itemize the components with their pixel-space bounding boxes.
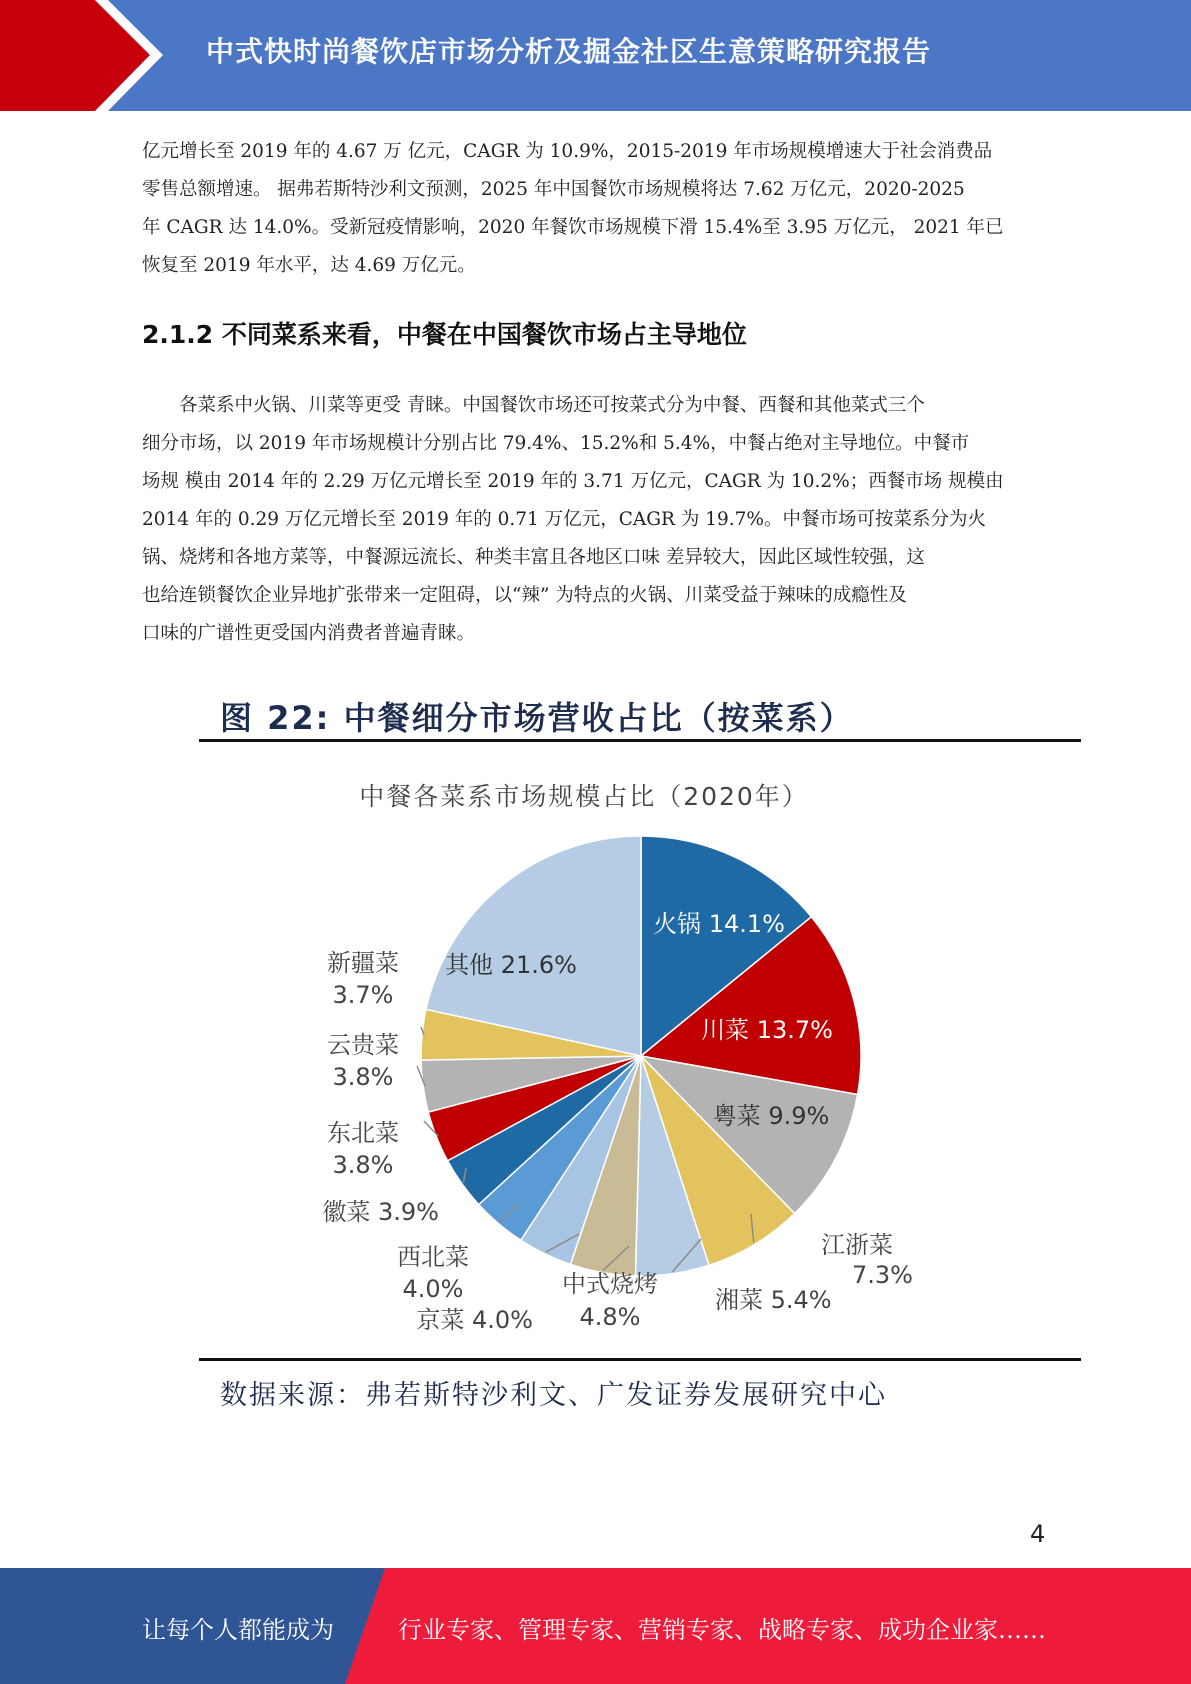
- pie-label-value-云贵菜: 3.8%: [332, 1063, 394, 1091]
- footer-roles: 行业专家、管理专家、营销专家、战略专家、成功企业家……: [398, 1616, 1046, 1644]
- pie-label-value-新疆菜: 3.7%: [332, 981, 394, 1009]
- pie-label-湘菜: 湘菜 5.4%: [715, 1286, 832, 1314]
- paragraph-line: 零售总额增速。 据弗若斯特沙利文预测，2025 年中国餐饮市场规模将达 7.62 万亿元，2020-2025: [142, 179, 965, 200]
- pie-label-value-西北菜: 4.0%: [402, 1275, 464, 1303]
- figure-source-note: 数据来源：弗若斯特沙利文、广发证券发展研究中心: [220, 1380, 887, 1411]
- paragraph-line: 2014 年的 0.29 万亿元增长至 2019 年的 0.71 万亿元，CAGR 为 19.7%。中餐市场可按菜系分为火: [142, 509, 986, 530]
- paragraph-line: 恢复至 2019 年水平，达 4.69 万亿元。: [142, 255, 476, 276]
- pie-label-value-中式烧烤: 4.8%: [579, 1303, 641, 1331]
- paragraph-line: 锅、烧烤和各地方菜等，中餐源远流长、种类丰富且各地区口味 差异较大，因此区域性较强，这: [142, 547, 925, 568]
- pie-label-火锅: 火锅 14.1%: [653, 910, 785, 938]
- pie-label-name-中式烧烤: 中式烧烤: [562, 1270, 658, 1298]
- paragraph-line: 也给连锁餐饮企业异地扩张带来一定阻碍，以“辣” 为特点的火锅、川菜受益于辣味的成瘾性及: [142, 585, 907, 606]
- figure-title: 图 22: 中餐细分市场营收占比（按菜系）: [220, 699, 854, 737]
- paragraph-line: 场规 模由 2014 年的 2.29 万亿元增长至 2019 年的 3.71 万亿元，CAGR 为 10.2%；西餐市场 规模由: [142, 471, 1004, 492]
- pie-label-name-东北菜: 东北菜: [327, 1119, 399, 1147]
- header-title: 中式快时尚餐饮店市场分析及掘金社区生意策略研究报告: [206, 35, 932, 68]
- pie-label-粤菜: 粤菜 9.9%: [712, 1102, 830, 1130]
- pie-label-京菜: 京菜 4.0%: [416, 1306, 533, 1334]
- pie-label-value-东北菜: 3.8%: [332, 1151, 394, 1179]
- pie-label-徽菜: 徽菜 3.9%: [322, 1198, 439, 1226]
- section-heading: 2.1.2 不同菜系来看，中餐在中国餐饮市场占主导地位: [142, 320, 747, 349]
- pie-label-name-西北菜: 西北菜: [397, 1243, 469, 1271]
- pie-label-name-江浙菜: 江浙菜: [821, 1231, 893, 1259]
- pie-label-川菜: 川菜 13.7%: [701, 1016, 833, 1044]
- figure-bottom-rule: [199, 1358, 1081, 1361]
- page-footer: [0, 1568, 1191, 1684]
- figure-top-rule: [199, 739, 1081, 742]
- paragraph-line: 口味的广谱性更受国内消费者普遍青睐。: [142, 623, 476, 644]
- paragraph-line: 细分市场，以 2019 年市场规模计分别占比 79.4%、15.2%和 5.4%，中餐占绝对主导地位。中餐市: [142, 433, 970, 454]
- paragraph-line: 年 CAGR 达 14.0%。受新冠疫情影响，2020 年餐饮市场规模下滑 15.4%至 3.95 万亿元， 2021 年已: [142, 217, 1004, 238]
- pie-label-name-云贵菜: 云贵菜: [327, 1031, 399, 1059]
- body-paragraph-1: [142, 133, 1052, 285]
- pie-label-name-新疆菜: 新疆菜: [327, 949, 399, 977]
- body-paragraph-2: [142, 387, 1052, 653]
- page-number: 4: [1030, 1520, 1046, 1548]
- paragraph-line: 各菜系中火锅、川菜等更受 青睐。中国餐饮市场还可按菜式分为中餐、西餐和其他菜式三个: [142, 395, 925, 416]
- pie-chart: [199, 760, 1081, 1350]
- page-header: [0, 0, 1191, 111]
- footer-slogan: 让每个人都能成为: [142, 1616, 334, 1644]
- pie-label-value-江浙菜: 7.3%: [852, 1261, 913, 1289]
- pie-slices: [421, 836, 861, 1276]
- pie-label-其他: 其他 21.6%: [445, 951, 577, 979]
- chart-title: 中餐各菜系市场规模占比（2020年）: [359, 782, 809, 811]
- paragraph-line: 亿元增长至 2019 年的 4.67 万 亿元，CAGR 为 10.9%，2015-2019 年市场规模增速大于社会消费品: [142, 141, 993, 162]
